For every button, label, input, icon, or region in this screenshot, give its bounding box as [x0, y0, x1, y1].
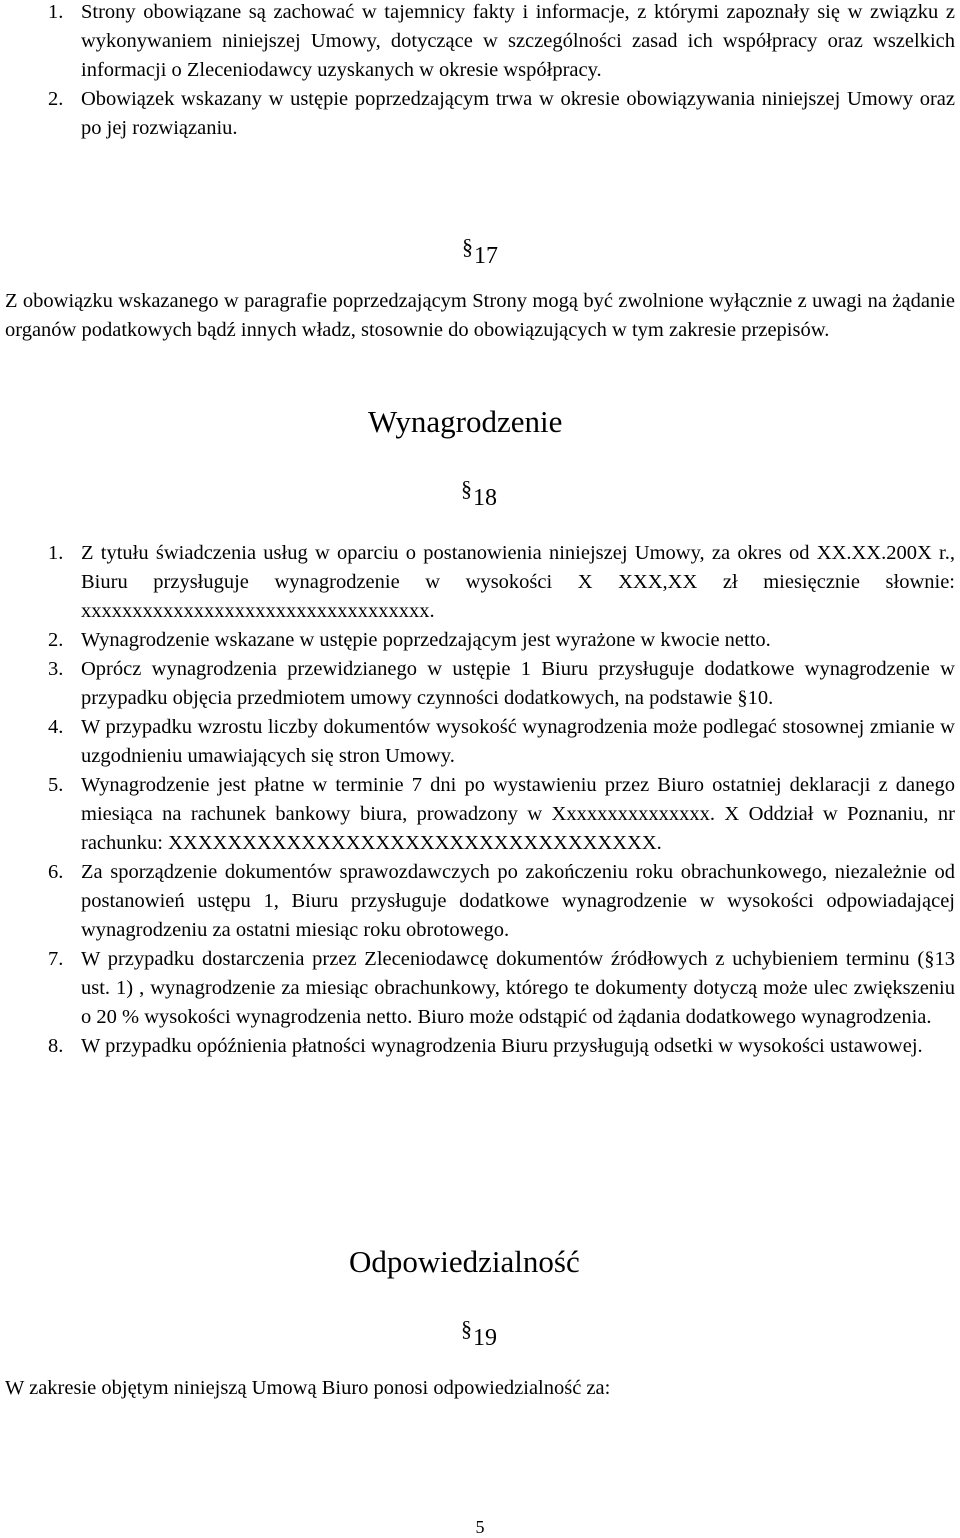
- item-number: 7.: [48, 948, 64, 970]
- page-number: 5: [475, 1517, 485, 1537]
- paragraph-19-text: W zakresie objętym niniejszą Umową Biuro ponosi odpowiedzialność za:: [5, 1377, 611, 1399]
- section-sign: §: [462, 234, 473, 259]
- item-text: Oprócz wynagrodzenia przewidzianego w ustępie 1 Biuru przysługuje dodatkowe wynagrodzenie w przypadku objęcia przedmiotem umowy czynności dodatkowych, na podstawie §10.: [81, 658, 955, 709]
- list-item: [48, 771, 955, 858]
- item-number: 1.: [48, 542, 64, 564]
- item-text: W przypadku opóźnienia płatności wynagrodzenia Biuru przysługują odsetki w wysokości ustawowej.: [81, 1035, 923, 1057]
- item-text: Wynagrodzenie jest płatne w terminie 7 dni po wystawieniu przez Biuro ostatniej deklaracji z danego miesiąca na rachunek bankowy biura, prowadzony w Xxxxxxxxxxxxxxx. X Oddział w Poznaniu, nr rachunku: XXXXXXXXXXXXXXXXXXXXXXXXXXXXXXXXX.: [81, 774, 955, 854]
- list-item: [48, 1032, 955, 1061]
- list-item: [48, 945, 955, 1032]
- heading-odpowiedzialnosc: Odpowiedzialność: [349, 1244, 580, 1279]
- item-text: W przypadku dostarczenia przez Zleceniodawcę dokumentów źródłowych z uchybieniem terminu (§13 ust. 1) , wynagrodzenie za miesiąc obrachunkowy, którego te dokumenty dotyczą może ulec zwiększeniu o 20 % wysokości wynagrodzenia netto. Biuro może odstąpić od żądania dodatkowego wynagrodzenia.: [81, 948, 955, 1028]
- item-number: 8.: [48, 1035, 64, 1057]
- item-text: Strony obowiązane są zachować w tajemnicy fakty i informacje, z którymi zapoznały się w związku z wykonywaniem niniejszej Umowy, dotyczące w szczególności zasad ich współpracy oraz wszelkich informacji o Zleceniodawcy uzyskanych w okresie współpracy.: [81, 1, 955, 81]
- section-sign: §: [461, 1316, 472, 1341]
- section-sign: §: [461, 476, 472, 501]
- paragraph-18-mark: [461, 474, 497, 513]
- item-text: Za sporządzenie dokumentów sprawozdawczych po zakończeniu roku obrachunkowego, niezależnie od postanowień ustępu 1, Biuru przysługuje dodatkowe wynagrodzenie w wysokości odpowiadającej wynagrodzeniu za ostatni miesiąc roku obrotowego.: [81, 861, 955, 941]
- section-18-list: [48, 539, 955, 1061]
- heading-wynagrodzenie: Wynagrodzenie: [368, 404, 563, 439]
- item-number: 2.: [48, 88, 64, 110]
- paragraph-number: 18: [473, 485, 497, 511]
- item-number: 4.: [48, 716, 64, 738]
- list-item: [48, 655, 955, 713]
- item-number: 1.: [48, 1, 64, 23]
- list-item: [48, 0, 955, 85]
- item-number: 2.: [48, 629, 64, 651]
- item-number: 5.: [48, 774, 64, 796]
- list-item: [48, 858, 955, 945]
- list-item: [48, 626, 955, 655]
- item-text: Obowiązek wskazany w ustępie poprzedzającym trwa w okresie obowiązywania niniejszej Umowy oraz po jej rozwiązaniu.: [81, 88, 955, 139]
- list-item: [48, 713, 955, 771]
- paragraph-number: 19: [473, 1325, 497, 1351]
- paragraph-17-mark: [462, 232, 498, 271]
- list-item: [48, 539, 955, 626]
- paragraph-17-text: Z obowiązku wskazanego w paragrafie poprzedzającym Strony mogą być zwolnione wyłącznie z uwagi na żądanie organów podatkowych bądź innych władz, stosownie do obowiązujących w tym zakresie przepisów.: [5, 290, 955, 341]
- paragraph-19-mark: [461, 1314, 497, 1353]
- item-text: Z tytułu świadczenia usług w oparciu o postanowienia niniejszej Umowy, za okres od XX.XX.200X r., Biuru przysługuje wynagrodzenie w wysokości X XXX,XX zł miesięcznie słownie: xxxxxxxxxxxxxxxxxxxxxxxxxxxxxxxxxx.: [81, 542, 955, 622]
- item-text: W przypadku wzrostu liczby dokumentów wysokość wynagrodzenia może podlegać stosownej zmianie w uzgodnieniu umawiających się stron Umowy.: [81, 716, 955, 767]
- item-number: 3.: [48, 658, 64, 680]
- item-text: Wynagrodzenie wskazane w ustępie poprzedzającym jest wyrażone w kwocie netto.: [81, 629, 771, 651]
- list-item: [48, 85, 955, 143]
- section-16-list: [48, 0, 955, 143]
- paragraph-number: 17: [474, 243, 498, 269]
- item-number: 6.: [48, 861, 64, 883]
